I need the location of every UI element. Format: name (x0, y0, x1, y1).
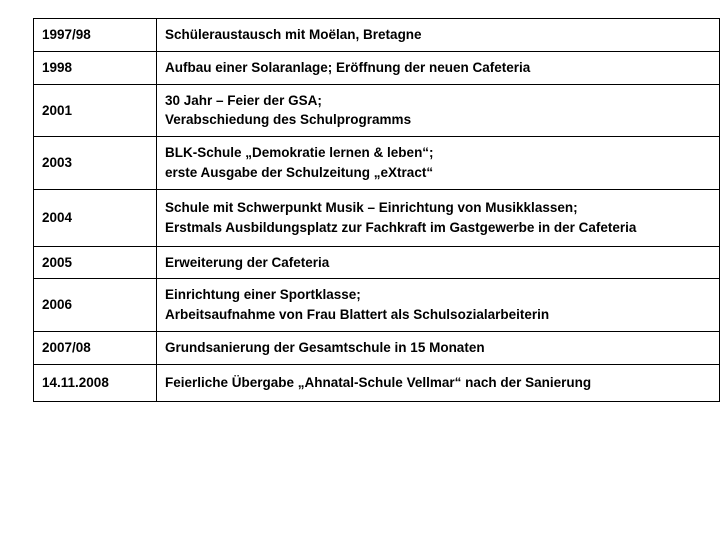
row-year: 2005 (34, 246, 157, 279)
table-row (34, 279, 720, 332)
event-line: Erweiterung der Cafeteria (165, 254, 330, 270)
event-line: Feierliche Übergabe „Ahnatal-Schule Vellmar“ nach der Sanierung (165, 374, 592, 390)
row-event (157, 84, 720, 137)
row-event (157, 331, 720, 364)
row-event (157, 51, 720, 84)
event-line: Einrichtung einer Sportklasse; (165, 287, 361, 303)
event-line: erste Ausgabe der Schulzeitung „eXtract“ (165, 165, 434, 181)
row-year: 1998 (34, 51, 157, 84)
row-event (157, 246, 720, 279)
row-year: 2006 (34, 279, 157, 332)
table-row (34, 364, 720, 401)
row-year: 14.11.2008 (34, 364, 157, 401)
event-line: Aufbau einer Solaranlage; Eröffnung der neuen Cafeteria (165, 59, 531, 75)
event-line: Schüleraustausch mit Moëlan, Bretagne (165, 27, 422, 42)
table-row (34, 19, 720, 52)
row-year: 2007/08 (34, 331, 157, 364)
row-year: 1997/98 (34, 19, 157, 52)
event-line: Erstmals Ausbildungsplatz zur Fachkraft im Gastgewerbe in der Cafeteria (165, 219, 637, 235)
event-line: Verabschiedung des Schulprogramms (165, 112, 412, 128)
timeline-table-body (34, 19, 720, 402)
row-year: 2004 (34, 189, 157, 246)
row-event (157, 137, 720, 190)
row-year: 2001 (34, 84, 157, 137)
table-row (34, 84, 720, 137)
event-line: 30 Jahr – Feier der GSA; (165, 92, 322, 108)
row-event (157, 279, 720, 332)
row-year: 2003 (34, 137, 157, 190)
row-event (157, 19, 720, 52)
event-line: Schule mit Schwerpunkt Musik – Einrichtung von Musikklassen; (165, 199, 578, 215)
row-event (157, 364, 720, 401)
event-line: Arbeitsaufnahme von Frau Blattert als Schulsozialarbeiterin (165, 307, 550, 323)
table-row (34, 246, 720, 279)
table-row (34, 331, 720, 364)
table-row (34, 51, 720, 84)
table-row (34, 137, 720, 190)
row-event (157, 189, 720, 246)
event-line: BLK-Schule „Demokratie lernen & leben“; (165, 145, 434, 161)
event-line: Grundsanierung der Gesamtschule in 15 Monaten (165, 339, 485, 355)
table-row (34, 189, 720, 246)
timeline-table (33, 18, 720, 402)
